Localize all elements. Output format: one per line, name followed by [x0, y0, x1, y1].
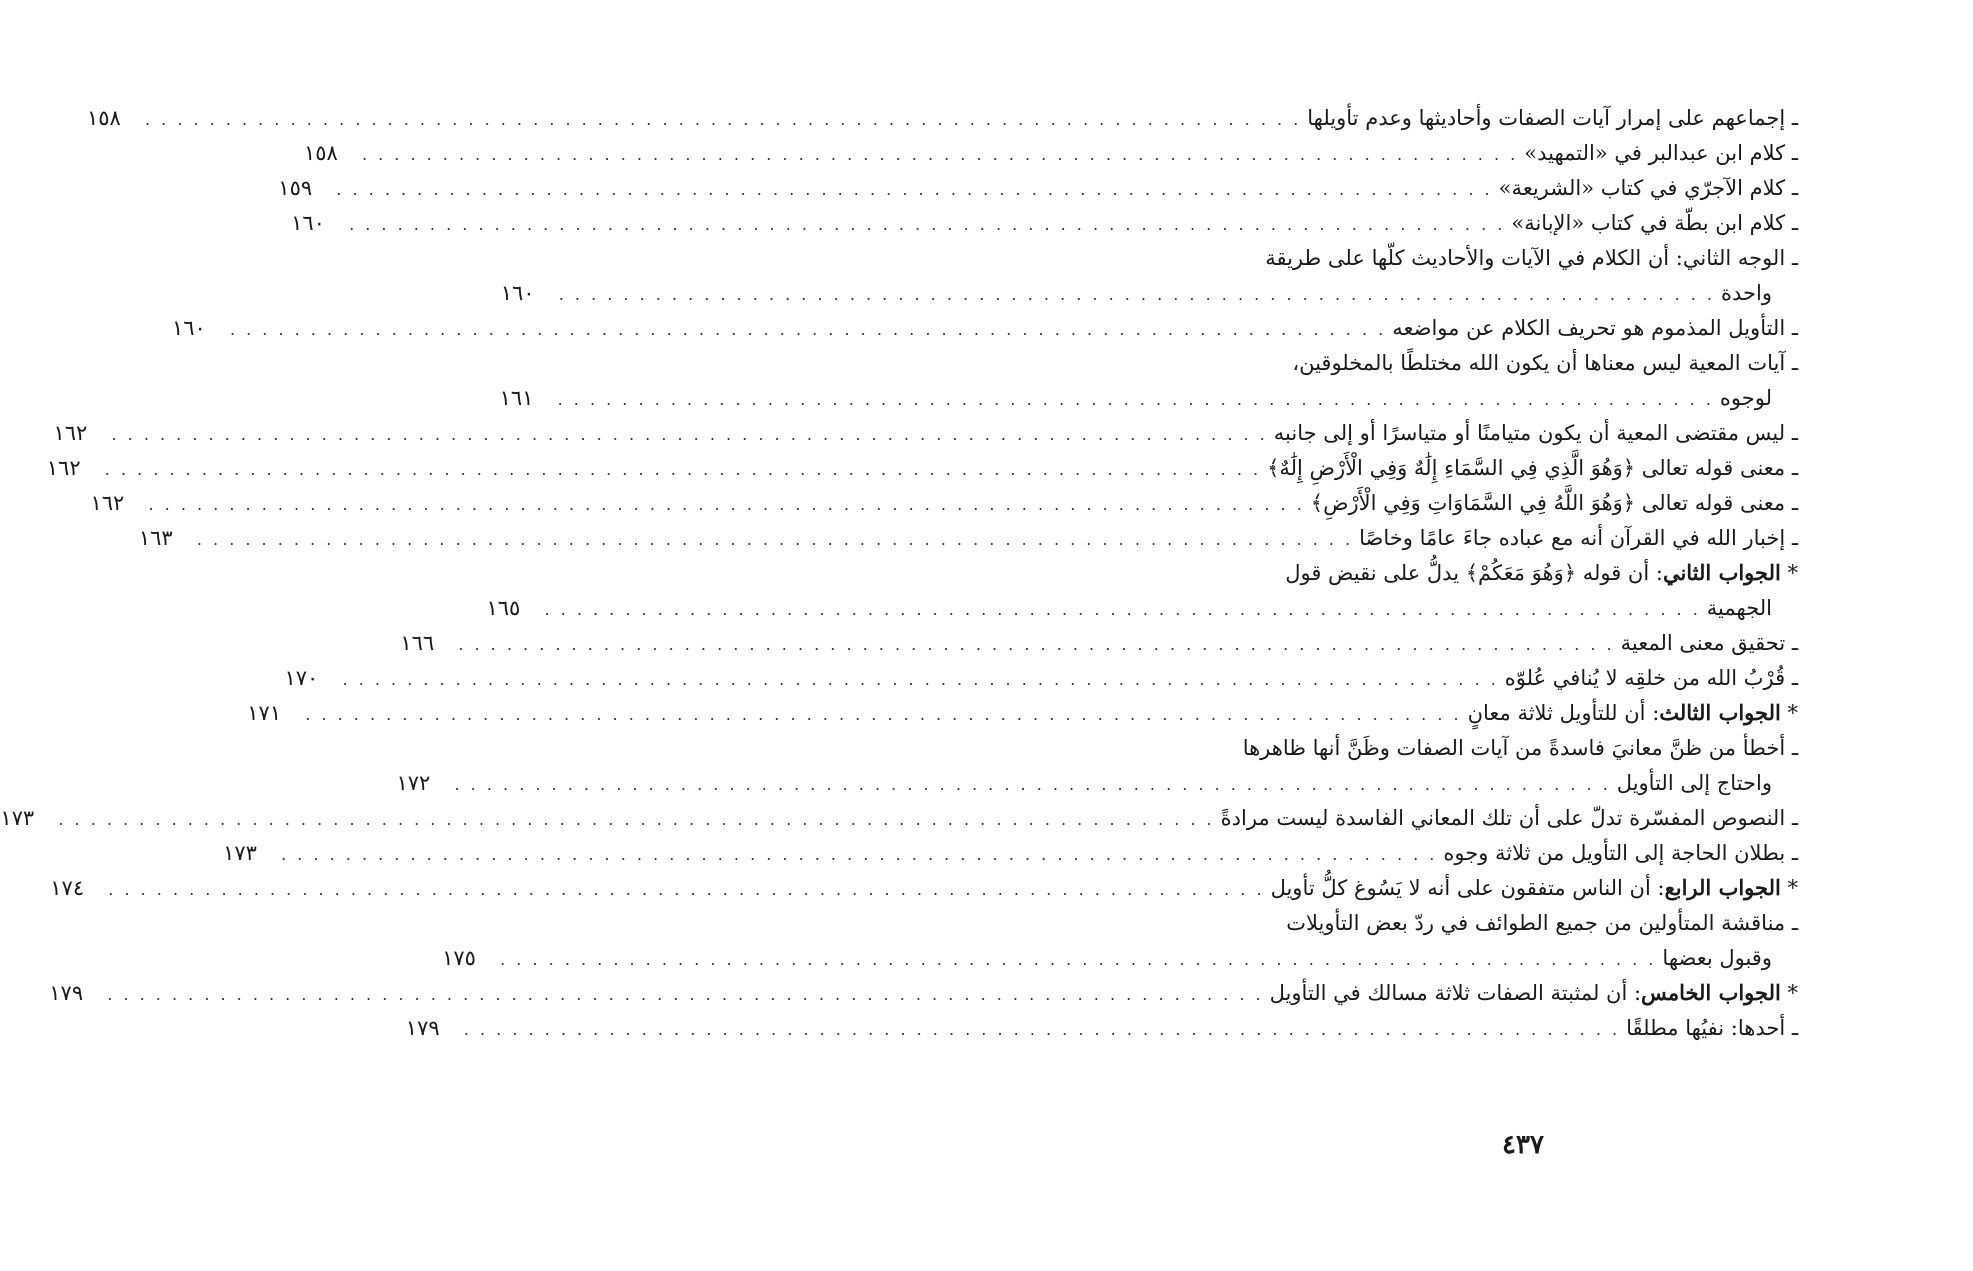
entry-text — [1311, 485, 1798, 521]
toc-entry — [90, 485, 1798, 520]
entry-text — [1720, 380, 1798, 416]
dot-leader: . . . . . . . . . . . . . . . . . . . . . . . . . . . . . . . . . . . . . . . . . . . . . . . . . . . . . . . . . . . . . . . . . . . . . . . . — [336, 180, 1493, 199]
entry-title: : أن للتأويل ثلاثة معانٍ — [1467, 701, 1660, 725]
dot-leader: . . . . . . . . . . . . . . . . . . . . . . . . . . . . . . . . . . . . . . . . . . . . . . . . . . . . . . . . . . . . . . . . . . . . . . . . — [229, 320, 1387, 339]
entry-text — [1286, 905, 1798, 941]
entry-marker: ـ — [1785, 666, 1798, 690]
toc-entry — [53, 415, 1798, 450]
toc-entry-continuation — [396, 765, 1798, 800]
entry-text — [1499, 170, 1798, 206]
entry-title: واحتاج إلى التأويل — [1616, 771, 1772, 795]
entry-title: الجهمية — [1706, 596, 1772, 620]
dot-leader: . . . . . . . . . . . . . . . . . . . . . . . . . . . . . . . . . . . . . . . . . . . . . . . . . . . . . . . . . . . . . . . . . . . . . . . . — [544, 600, 1701, 619]
dot-leader: . . . . . . . . . . . . . . . . . . . . . . . . . . . . . . . . . . . . . . . . . . . . . . . . . . . . . . . . . . . . . . . . . . . . . . . . — [196, 530, 1354, 549]
entry-title: كلام الآجرّي في كتاب «الشريعة» — [1498, 176, 1786, 200]
entry-page-number: ١٧٤ — [50, 876, 85, 900]
entry-page-number: ١٧٠ — [284, 666, 319, 690]
dot-leader: . . . . . . . . . . . . . . . . . . . . . . . . . . . . . . . . . . . . . . . . . . . . . . . . . . . . . . . . . . . . . . . . . . . . . . . . — [463, 1020, 1621, 1039]
entry-text — [1621, 625, 1798, 661]
entry-marker: * — [1780, 876, 1798, 900]
entry-title: تحقيق معنى المعية — [1620, 631, 1786, 655]
entry-title: معنى قوله تعالى ﴿وَهُوَ الَّذِي فِي السَّمَاءِ إِلَٰهٌ وَفِي الْأَرْضِ إِلَٰهٌ﴾ — [1267, 456, 1786, 480]
entry-marker: * — [1780, 981, 1798, 1005]
entry-marker: ـ — [1785, 106, 1798, 130]
dot-leader: . . . . . . . . . . . . . . . . . . . . . . . . . . . . . . . . . . . . . . . . . . . . . . . . . . . . . . . . . . . . . . . . . . . . . . . . — [104, 460, 1262, 479]
toc-entry-continuation — [499, 380, 1798, 415]
toc-entry — [138, 520, 1798, 555]
entry-text — [1468, 695, 1798, 731]
entry-title: : أن الناس متفقون على أنه لا يَسُوغ كلُّ تأويل — [1270, 876, 1665, 900]
dot-leader: . . . . . . . . . . . . . . . . . . . . . . . . . . . . . . . . . . . . . . . . . . . . . . . . . . . . . . . . . . . . . . . . . . . . . . . . — [557, 390, 1714, 409]
toc-entry-continuation — [486, 590, 1798, 625]
entry-page-number: ١٧٣ — [223, 841, 257, 865]
dot-leader: . . . . . . . . . . . . . . . . . . . . . . . . . . . . . . . . . . . . . . . . . . . . . . . . . . . . . . . . . . . . . . . . . . . . . . . . — [558, 285, 1716, 304]
entry-title: كلام ابن عبدالبر في «التمهيد» — [1524, 141, 1786, 165]
entry-heading: الجواب الخامس — [1641, 980, 1781, 1005]
dot-leader: . . . . . . . . . . . . . . . . . . . . . . . . . . . . . . . . . . . . . . . . . . . . . . . . . . . . . . . . . . . . . . . . . . . . . . . . — [148, 495, 1305, 514]
toc-entry — [284, 660, 1798, 695]
entry-heading: الجواب الرابع — [1664, 875, 1781, 900]
entry-marker: ـ — [1785, 736, 1798, 760]
dot-leader: . . . . . . . . . . . . . . . . . . . . . . . . . . . . . . . . . . . . . . . . . . . . . . . . . . . . . . . . . . . . . . . . . . . . . . . . — [58, 810, 1215, 829]
entry-marker: ـ — [1785, 456, 1798, 480]
entry-marker: ـ — [1785, 491, 1798, 515]
dot-leader: . . . . . . . . . . . . . . . . . . . . . . . . . . . . . . . . . . . . . . . . . . . . . . . . . . . . . . . . . . . . . . . . . . . . . . . . — [111, 425, 1268, 444]
entry-text — [1392, 310, 1798, 346]
entry-marker: ـ — [1785, 841, 1798, 865]
entry-page-number: ١٧٢ — [396, 771, 431, 795]
toc-entry — [1183, 345, 1798, 380]
entry-page-number: ١٧١ — [247, 701, 282, 725]
entry-marker: ـ — [1785, 211, 1798, 235]
toc-entry — [1183, 730, 1798, 765]
entry-text — [1617, 765, 1798, 801]
entry-text — [1265, 240, 1798, 276]
toc-entry — [171, 310, 1798, 345]
entry-page-number: ١٥٨ — [303, 141, 338, 165]
entry-text — [1307, 100, 1798, 136]
dot-leader: . . . . . . . . . . . . . . . . . . . . . . . . . . . . . . . . . . . . . . . . . . . . . . . . . . . . . . . . . . . . . . . . . . . . . . . . — [108, 880, 1265, 899]
entry-title: وقبول بعضها — [1662, 946, 1772, 970]
toc-entry — [303, 135, 1798, 170]
entry-page-number: ١٧٩ — [49, 981, 84, 1005]
entry-text — [1285, 555, 1798, 591]
toc-entry-continuation — [500, 275, 1798, 310]
toc-entry — [405, 1010, 1798, 1045]
entry-page-number: ١٦٢ — [90, 491, 125, 515]
entry-text — [1721, 275, 1798, 311]
dot-leader: . . . . . . . . . . . . . . . . . . . . . . . . . . . . . . . . . . . . . . . . . . . . . . . . . . . . . . . . . . . . . . . . . . . . . . . . — [500, 950, 1657, 969]
entry-text — [1271, 870, 1798, 906]
entry-title: آيات المعية ليس معناها أن يكون الله مختلطًا بالمخلوقين، — [1292, 351, 1786, 375]
dot-leader: . . . . . . . . . . . . . . . . . . . . . . . . . . . . . . . . . . . . . . . . . . . . . . . . . . . . . . . . . . . . . . . . . . . . . . . . — [144, 110, 1302, 129]
entry-marker: ـ — [1785, 806, 1798, 830]
toc-entry — [1183, 905, 1798, 940]
entry-text — [1267, 450, 1798, 486]
entry-marker: ـ — [1785, 351, 1798, 375]
entry-marker: ـ — [1785, 1016, 1798, 1040]
entry-marker: ـ — [1785, 141, 1798, 165]
entry-marker: ـ — [1785, 246, 1798, 270]
dot-leader: . . . . . . . . . . . . . . . . . . . . . . . . . . . . . . . . . . . . . . . . . . . . . . . . . . . . . . . . . . . . . . . . . . . . . . . . — [305, 705, 1462, 724]
entry-page-number: ١٧٣ — [0, 806, 35, 830]
entry-text — [1626, 1010, 1798, 1046]
toc-entry — [50, 870, 1798, 905]
entry-title: واحدة — [1721, 281, 1772, 305]
entry-page-number: ١٥٩ — [278, 176, 313, 200]
toc-entry — [86, 100, 1798, 135]
dot-leader: . . . . . . . . . . . . . . . . . . . . . . . . . . . . . . . . . . . . . . . . . . . . . . . . . . . . . . . . . . . . . . . . . . . . . . . . — [107, 985, 1264, 1004]
entry-marker: * — [1780, 701, 1798, 725]
entry-text — [1243, 730, 1798, 766]
entry-page-number: ١٧٥ — [442, 946, 476, 970]
entry-title: إخبار الله في القرآن أنه مع عباده جاءَ عامًا وخاصًا — [1359, 526, 1786, 550]
toc-entry — [1183, 240, 1798, 275]
entry-page-number: ١٦٢ — [46, 456, 81, 480]
toc-entry — [49, 975, 1798, 1010]
entry-marker: ـ — [1785, 631, 1798, 655]
entry-text — [1274, 415, 1798, 451]
entry-title: معنى قوله تعالى ﴿وَهُوَ اللَّهُ فِي السَّمَاوَاتِ وَفِي الْأَرْضِ﴾ — [1310, 491, 1786, 515]
entry-text — [1221, 800, 1798, 836]
entry-page-number: ١٦٢ — [53, 421, 88, 445]
entry-title: الوجه الثاني: أن الكلام في الآيات والأحاديث كلّها على طريقة — [1265, 246, 1786, 270]
dot-leader: . . . . . . . . . . . . . . . . . . . . . . . . . . . . . . . . . . . . . . . . . . . . . . . . . . . . . . . . . . . . . . . . . . . . . . . . — [361, 145, 1519, 164]
entry-page-number: ١٦١ — [499, 386, 534, 410]
entry-text — [1359, 520, 1798, 556]
entry-marker: ـ — [1785, 176, 1798, 200]
entry-title: إجماعهم على إمرار آيات الصفات وأحاديثها وعدم تأويلها — [1307, 106, 1786, 130]
toc-entry-continuation — [442, 940, 1798, 975]
entry-marker: ـ — [1785, 526, 1798, 550]
entry-title: النصوص المفسّرة تدلّ على أن تلك المعاني الفاسدة ليست مرادةً — [1220, 806, 1786, 830]
page-number: ٤٣٧ — [1502, 1130, 1544, 1160]
entry-text — [1524, 135, 1798, 171]
entry-title: مناقشة المتأولين من جميع الطوائف في ردّ بعض التأويلات — [1286, 911, 1786, 935]
entry-title: بطلان الحاجة إلى التأويل من ثلاثة وجوه — [1443, 841, 1786, 865]
entry-title: التأويل المذموم هو تحريف الكلام عن مواضعه — [1392, 316, 1786, 340]
entry-page-number: ١٦٣ — [138, 526, 173, 550]
entry-heading: الجواب الثاني — [1662, 560, 1781, 585]
entry-title: لوجوه — [1719, 386, 1772, 410]
dot-leader: . . . . . . . . . . . . . . . . . . . . . . . . . . . . . . . . . . . . . . . . . . . . . . . . . . . . . . . . . . . . . . . . . . . . . . . . — [281, 845, 1438, 864]
toc-entry — [1183, 555, 1798, 590]
entry-text — [1443, 835, 1798, 871]
toc-entry — [400, 625, 1798, 660]
entry-heading: الجواب الثالث — [1659, 700, 1781, 725]
dot-leader: . . . . . . . . . . . . . . . . . . . . . . . . . . . . . . . . . . . . . . . . . . . . . . . . . . . . . . . . . . . . . . . . . . . . . . . . — [454, 775, 1611, 794]
dot-leader: . . . . . . . . . . . . . . . . . . . . . . . . . . . . . . . . . . . . . . . . . . . . . . . . . . . . . . . . . . . . . . . . . . . . . . . . — [458, 635, 1615, 654]
entry-text — [1511, 205, 1798, 241]
entry-page-number: ١٦٥ — [486, 596, 521, 620]
entry-marker: ـ — [1785, 911, 1798, 935]
entry-page-number: ١٦٦ — [400, 631, 435, 655]
entry-title: قُرْبُ الله من خلقِه لا يُنافي عُلوّه — [1504, 666, 1786, 690]
entry-page-number: ١٧٩ — [405, 1016, 440, 1040]
entry-text — [1505, 660, 1798, 696]
entry-page-number: ١٥٨ — [86, 106, 121, 130]
toc-entry — [0, 800, 1798, 835]
entry-page-number: ١٦٠ — [500, 281, 535, 305]
toc-entry — [223, 835, 1798, 870]
dot-leader: . . . . . . . . . . . . . . . . . . . . . . . . . . . . . . . . . . . . . . . . . . . . . . . . . . . . . . . . . . . . . . . . . . . . . . . . — [342, 670, 1499, 689]
toc-entry — [46, 450, 1798, 485]
entry-title: ليس مقتضى المعية أن يكون متيامنًا أو متياسرًا أو إلى جانبه — [1273, 421, 1786, 445]
toc-entry — [291, 205, 1798, 240]
entry-marker: * — [1780, 561, 1798, 585]
entry-marker: ـ — [1785, 421, 1798, 445]
entry-title: أخطأ من ظنَّ معانيَ فاسدةً من آيات الصفات وظَنَّ أنها ظاهرها — [1242, 736, 1786, 760]
entry-title: أحدها: نفيُها مطلقًا — [1626, 1016, 1786, 1040]
table-of-contents — [0, 100, 1798, 1045]
entry-page-number: ١٦٠ — [171, 316, 206, 340]
entry-marker: ـ — [1785, 316, 1798, 340]
entry-text — [1270, 975, 1798, 1011]
entry-text — [1292, 345, 1798, 381]
entry-title: : أن لمثبتة الصفات ثلاثة مسالك في التأويل — [1269, 981, 1642, 1005]
entry-title: كلام ابن بطّة في كتاب «الإبانة» — [1511, 211, 1786, 235]
entry-text — [1707, 590, 1798, 626]
entry-text — [1662, 940, 1798, 976]
toc-entry — [247, 695, 1798, 730]
dot-leader: . . . . . . . . . . . . . . . . . . . . . . . . . . . . . . . . . . . . . . . . . . . . . . . . . . . . . . . . . . . . . . . . . . . . . . . . — [349, 215, 1506, 234]
toc-entry — [278, 170, 1798, 205]
entry-title: : أن قوله ﴿وَهُوَ مَعَكُمْ﴾ يدلُّ على نقيض قول — [1285, 561, 1663, 585]
entry-page-number: ١٦٠ — [291, 211, 325, 235]
